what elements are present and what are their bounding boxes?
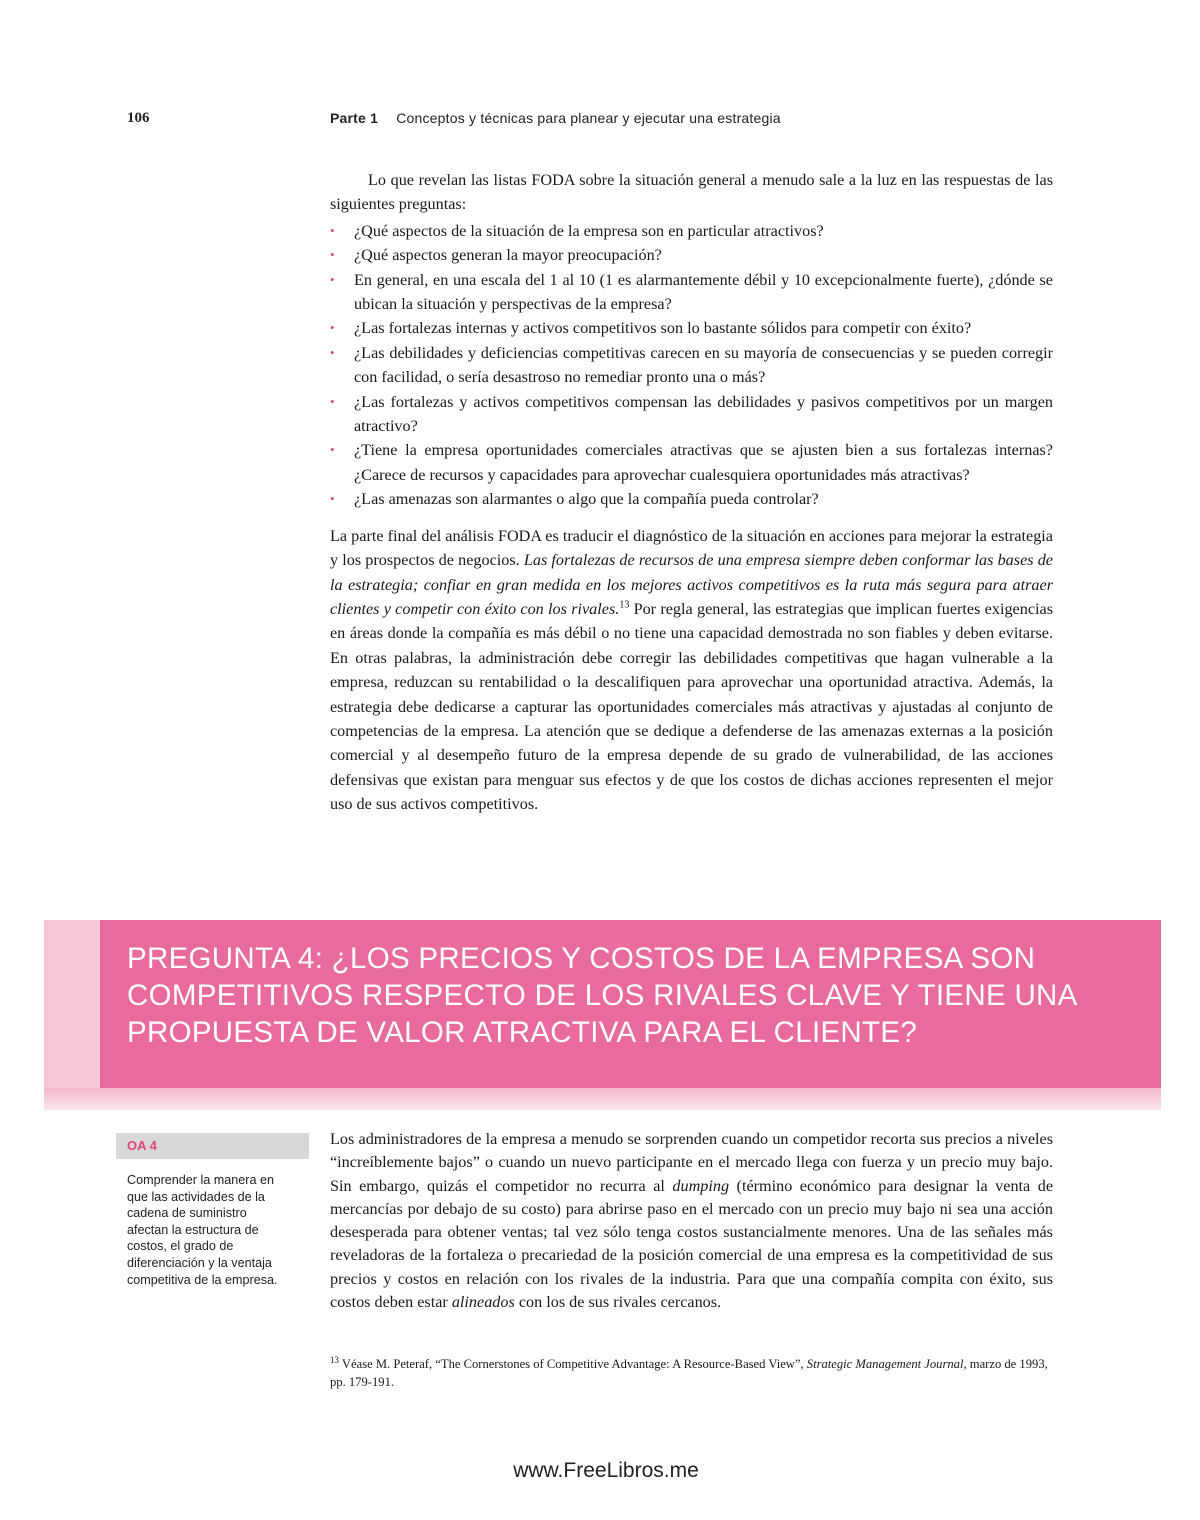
list-item-text: ¿Las fortalezas y activos competitivos compensan las debilidades y pasivos competitivos por un margen atractivo?: [354, 392, 1053, 436]
term-dumping: dumping: [672, 1176, 730, 1195]
list-item-text: ¿Qué aspectos de la situación de la empresa son en particular atractivos?: [354, 221, 824, 240]
list-item-text: En general, en una escala del 1 al 10 (1 es alarmantemente débil y 10 excepcionalmente fuerte), ¿dónde se ubican la situación y perspectivas de la empresa?: [354, 270, 1053, 314]
list-item: [330, 341, 1053, 390]
footnote-rest: marzo de 1993, pp. 179-191.: [330, 1357, 1048, 1390]
footnote-ref: 13: [619, 599, 630, 611]
page-number: 106: [127, 110, 150, 126]
list-item: [330, 243, 1053, 267]
bullet-icon: •: [330, 491, 335, 507]
bullet-icon: •: [330, 393, 335, 409]
running-head: [330, 110, 781, 126]
list-item-text: ¿Las amenazas son alarmantes o algo que la compañía pueda controlar?: [354, 490, 819, 509]
bullet-icon: •: [330, 344, 335, 360]
footnote-number: 13: [330, 1354, 339, 1365]
learning-objective-label: OA 4: [127, 1138, 157, 1153]
list-item-text: ¿Las debilidades y deficiencias competitivas carecen en su mayoría de consecuencias y se pueden corregir con facilidad, o sería desastroso no remediar pronto una o más?: [354, 343, 1053, 387]
list-item: [330, 487, 1053, 511]
list-item-text: ¿Qué aspectos generan la mayor preocupación?: [354, 246, 662, 265]
list-item-text: ¿Las fortalezas internas y activos competitivos son lo bastante sólidos para competir con éxito?: [354, 319, 972, 338]
learning-objective-text: Comprender la manera en que las actividades de la cadena de suministro afectan la estructura de costos, el grado de diferenciación y la ventaja competitiva de la empresa.: [127, 1173, 278, 1287]
list-item-text: ¿Tiene la empresa oportunidades comerciales atractivas que se ajusten bien a sus fortalezas internas? ¿Carece de recursos y capacidades para aprovechar cualesquiera oportunidades más atractivas?: [354, 441, 1053, 484]
bullet-icon: •: [330, 247, 335, 263]
bullet-icon: •: [330, 442, 335, 458]
list-item: [330, 316, 1053, 340]
question-list: [330, 219, 1053, 512]
part-title: Conceptos y técnicas para planear y ejecutar una estrategia: [396, 110, 781, 126]
list-item: [330, 438, 1053, 487]
paragraph-part: (término económico para designar la venta de mercancías por debajo de su costo) para abrirse paso en el mercado con un precio muy bajo ni sea una acción desesperada para obtener ventas; tal vez sólo tenga costos sustancialmente menores. Una de las señales más reveladoras de la fortaleza o precariedad de la posición comercial de una empresa es la competitividad de sus precios y costos en relación con los rivales de la industria. Para que una compañía compita con éxito, sus costos deben estar: [330, 1176, 1053, 1312]
bullet-icon: •: [330, 320, 335, 336]
body-top: [330, 168, 1053, 817]
list-item: [330, 268, 1053, 317]
paragraph-part: con los de sus rivales cercanos.: [514, 1293, 722, 1312]
paragraph-rest: Por regla general, las estrategias que implican fuertes exigencias en áreas donde la compañía es más débil o no tiene una capacidad demostrada no son fiables y deben evitarse. En otras palabras, la administración debe corregir las debilidades competitivas que hagan vulnerable a la empresa, reduzcan su rentabilidad o la descalifiquen para aprovechar una oportunidad atractiva. Además, la estrategia debe dedicarse a capturar las oportunidades comerciales más atractivas y ajustadas al conjunto de competencias de la empresa. La atención que se dedique a defenderse de las amenazas externas a la posición comercial y al desempeño futuro de la empresa depende de su grado de vulnerabilidad, de las acciones defensivas que existan para menguar sus efectos y de que los costos de dichas acciones representen el mejor uso de sus activos competitivos.: [330, 599, 1053, 814]
footer-url: www.FreeLibros.me: [513, 1459, 699, 1482]
list-item: [330, 219, 1053, 243]
part-label: Parte 1: [330, 110, 379, 126]
list-item: [330, 390, 1053, 439]
paragraph-part: Los administradores de la empresa a menudo se sorprenden cuando un competidor recorta sus precios a niveles “increíblemente bajos” o cuando un nuevo participante en el mercado llega con fuerza y un precio muy bajo. Sin embargo, quizás el competidor no recurra al: [330, 1130, 1053, 1195]
costs-paragraph: [330, 1128, 1053, 1314]
footnote-text: Véase M. Peteraf, “The Cornerstones of Competitive Advantage: A Resource-Based View”,: [339, 1357, 807, 1371]
bullet-icon: •: [330, 222, 335, 238]
section-heading: PREGUNTA 4: ¿LOS PRECIOS Y COSTOS DE LA EMPRESA SON COMPETITIVOS RESPECTO DE LOS RIVALES CLAVE Y TIENE UNA PROPUESTA DE VALOR ATRACTIVA PARA EL CLIENTE?: [127, 942, 1077, 1049]
term-alineados: alineados: [451, 1293, 515, 1312]
footnote-journal: Strategic Management Journal,: [806, 1357, 967, 1371]
bullet-icon: •: [330, 271, 335, 287]
paragraph-lead: La parte final del análisis FODA es traducir el diagnóstico de la situación en acciones para mejorar la estrategia y los prospectos de negocios.: [330, 526, 1053, 570]
swot-conclusion-paragraph: [330, 524, 1053, 817]
footnote: [330, 1355, 1053, 1392]
heading-shadow: [44, 1088, 1161, 1110]
intro-paragraph: Lo que revelan las listas FODA sobre la situación general a menudo sale a la luz en las respuestas de las siguientes preguntas:: [330, 171, 1053, 214]
paragraph-italic: Las fortalezas de recursos de una empresa siempre deben conformar las bases de la estrategia; confiar en gran medida en los mejores activos competitivos es la ruta más segura para atraer clientes y competir con éxito con los rivales.: [330, 551, 1053, 618]
